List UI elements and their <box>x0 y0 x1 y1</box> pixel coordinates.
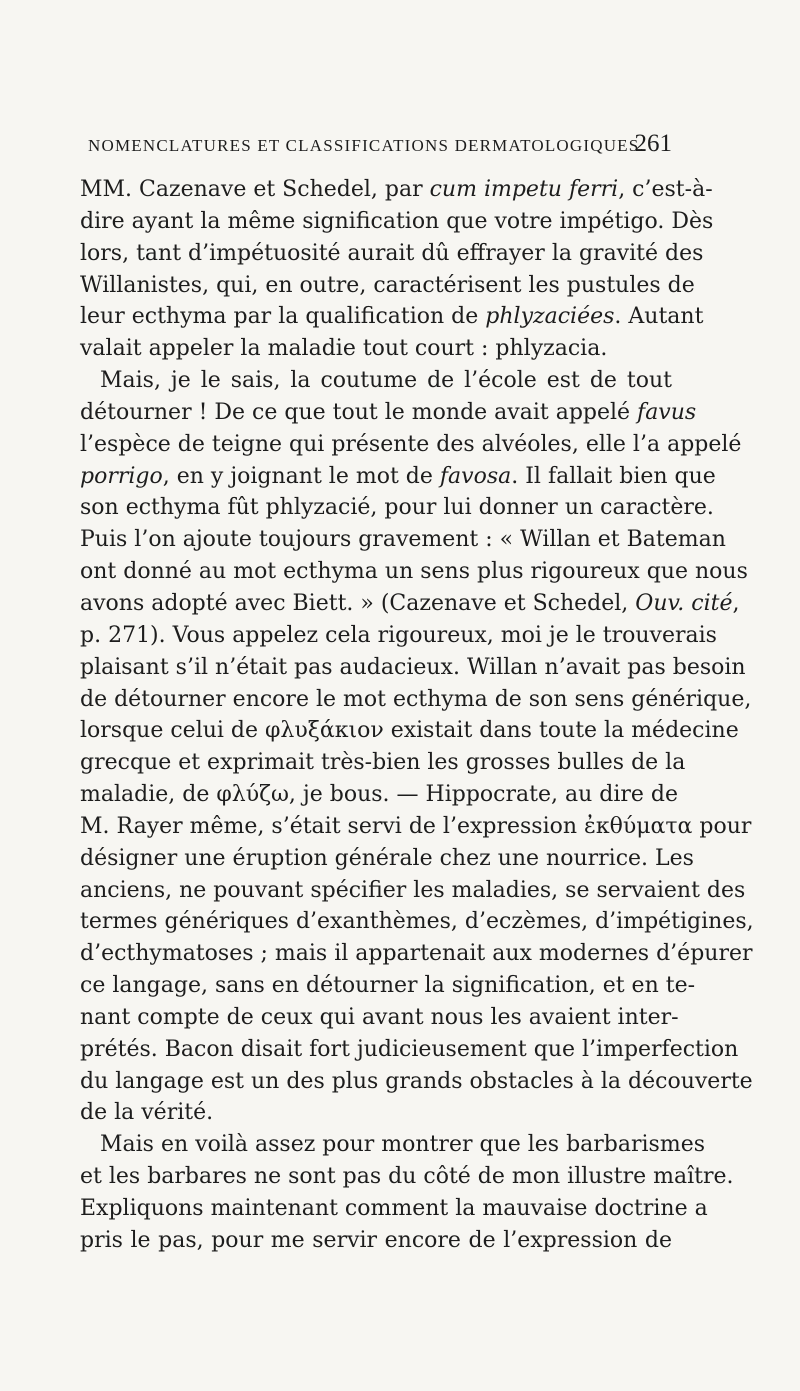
text-line: p. 271). Vous appelez cela rigoureux, moi je le trouverais <box>80 622 717 648</box>
running-head <box>88 128 672 164</box>
text-line: pris le pas, pour me servir encore de l’expression de <box>80 1227 672 1253</box>
text-line <box>80 588 740 620</box>
text-line: de la vérité. <box>80 1100 214 1126</box>
text-line: plaisant s’il n’était pas audacieux. Willan n’avait pas besoin <box>80 654 746 680</box>
text-segment: leur ecthyma par la qualification de <box>80 304 486 330</box>
text-line: de détourner encore le mot ecthyma de son sens générique, <box>80 686 752 712</box>
text-line: et les barbares ne sont pas du côté de mon illustre maître. <box>80 1164 734 1190</box>
text-segment: détourner ! De ce que tout le monde avait appelé <box>80 399 638 425</box>
text-line: lorsque celui de φλυξάκιον existait dans toute la médecine <box>80 718 739 744</box>
text-line: dire ayant la même signification que votre impétigo. Dès <box>80 208 714 234</box>
text-line: valait appeler la maladie tout court : phlyzacia. <box>80 336 608 362</box>
text-line: nant compte de ceux qui avant nous les avaient inter- <box>80 1004 679 1030</box>
text-line: ont donné au mot ecthyma un sens plus rigoureux que nous <box>80 559 748 585</box>
running-title: NOMENCLATURES ET CLASSIFICATIONS DERMATOLOGIQUES. <box>88 136 645 155</box>
italic-phrase: Ouv. cité <box>635 590 733 616</box>
text-line <box>80 461 716 493</box>
text-line: anciens, ne pouvant spécifier les maladies, se servaient des <box>80 877 746 903</box>
text-line: d’ecthymatoses ; mais il appartenait aux modernes d’épurer <box>80 941 753 967</box>
italic-phrase: favus <box>637 399 697 425</box>
text-line: termes génériques d’exanthèmes, d’eczèmes, d’impétigines, <box>80 909 754 935</box>
text-segment: . Il fallait bien que <box>511 463 716 489</box>
text-segment: MM. Cazenave et Schedel, par <box>80 177 430 202</box>
text-segment: . Autant <box>614 304 704 330</box>
text-line: Puis l’on ajoute toujours gravement : « Willan et Bateman <box>80 527 726 553</box>
text-line: Mais, je le sais, la coutume de l’école est de tout <box>100 368 672 394</box>
text-line <box>80 301 704 333</box>
text-line: Willanistes, qui, en outre, caractérisent les pustules de <box>80 272 695 298</box>
text-segment: , en y joignant le mot de <box>162 463 440 489</box>
text-line: maladie, de φλύζω, je bous. — Hippocrate, au dire de <box>80 782 678 808</box>
text-line: son ecthyma fût phlyzacié, pour lui donner un caractère. <box>80 495 714 521</box>
text-line <box>80 174 713 206</box>
body-text <box>80 174 754 1257</box>
text-line: ce langage, sans en détourner la signification, et en te- <box>80 973 696 999</box>
text-line: du langage est un des plus grands obstacles à la découverte <box>80 1068 753 1094</box>
text-line: prétés. Bacon disait fort judicieusement que l’imperfection <box>80 1036 739 1062</box>
page-number: 261 <box>634 130 672 157</box>
text-line: l’espèce de teigne qui présente des alvéoles, elle l’a appelé <box>80 431 742 457</box>
italic-phrase: favosa <box>439 463 512 489</box>
italic-phrase: phlyzaciées <box>485 304 615 330</box>
text-line: grecque et exprimait très-bien les grosses bulles de la <box>80 750 686 776</box>
italic-phrase: porrigo <box>80 463 163 489</box>
text-line: M. Rayer même, s’était servi de l’expression ἐκθύματα pour <box>80 813 752 839</box>
text-line <box>80 397 697 429</box>
text-line: lors, tant d’impétuosité aurait dû effrayer la gravité des <box>80 240 704 266</box>
text-line: Mais en voilà assez pour montrer que les barbarismes <box>100 1132 705 1158</box>
text-segment: avons adopté avec Biett. » (Cazenave et Schedel, <box>80 590 636 616</box>
text-line: Expliquons maintenant comment la mauvaise doctrine a <box>80 1196 708 1221</box>
text-segment: , <box>732 590 740 616</box>
text-segment: , c’est-à- <box>618 177 713 202</box>
text-line: désigner une éruption générale chez une nourrice. Les <box>80 845 694 871</box>
italic-phrase: cum impetu ferri <box>429 177 619 202</box>
